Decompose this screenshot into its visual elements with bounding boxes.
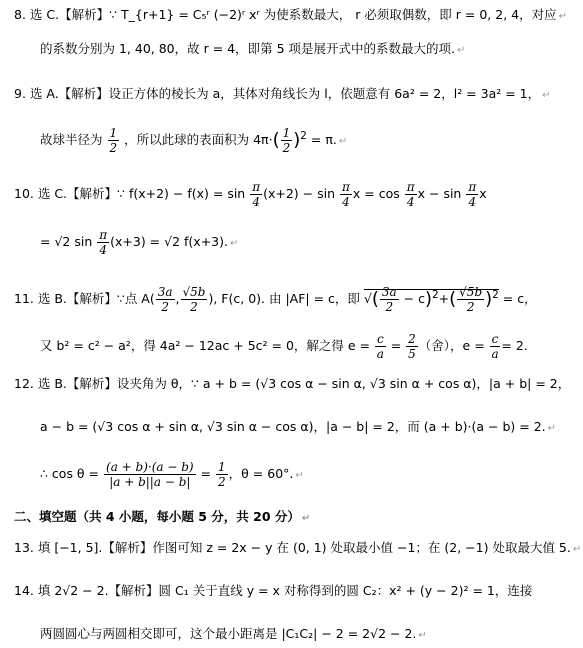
- q9-line-1: 9. 选 A.【解析】设正方体的棱长为 a，其体对角线长为 l，依题意有 6a² = 2，l² = 3a² = 1， ↵: [14, 86, 551, 101]
- fraction-sqrt5b-over-2: $\frac{√5b}{2}$: [182, 285, 206, 314]
- fraction-c-over-a: $\frac{c}{a}$: [491, 332, 499, 361]
- q12-line-1: 12. 选 B.【解析】设夹角为 θ，∵ a + b = (√3 cos α − sin α, √3 sin α + cos α)，|a + b| = 2，: [14, 376, 571, 391]
- q11-line-1: 11. 选 B.【解析】∵点 A( $\frac{3a}{2}$ , $\frac{√5b}{2}$ ), F(c, 0). 由 |AF| = c，即 √( $\frac{3a}{2}$ − c)$^2$+( $\frac{√5b}{2}$ )$^2$ = c，: [14, 285, 537, 314]
- q10-line-2: = √2 sin $\frac{\pi}{4}$ (x+3) = √2 f(x+3). ↵: [40, 228, 239, 257]
- q8-line-1: 8. 选 C.【解析】∵ T_{r+1} = C₅ʳ (−2)ʳ xʳ 为使系数最大， r 必须取偶数，即 r = 0, 2, 4，对应 ↵: [14, 7, 567, 22]
- q14-line-2: 两圆圆心与两圆相交即可，这个最小距离是 |C₁C₂| − 2 = 2√2 − 2. ↵: [40, 626, 427, 641]
- fraction-3a-over-2: $\frac{3a}{2}$: [157, 285, 173, 314]
- q9-line-2: 故球半径为 $\frac{1}{2}$ ，所以此球的表面积为 4π·( $\frac{1}{2}$ )$^2$ = π. ↵: [40, 126, 348, 155]
- fraction-pi-over-4: $\frac{\pi}{4}$: [342, 180, 350, 209]
- fraction-pi-over-4: $\frac{\pi}{4}$: [99, 228, 108, 257]
- fraction-pi-over-4: $\frac{\pi}{4}$: [406, 180, 415, 209]
- q8-line-2: 的系数分别为 1, 40, 80，故 r = 4，即第 5 项是展开式中的系数最大的项. ↵: [40, 41, 466, 56]
- fraction-half: $\frac{1}{2}$: [109, 126, 118, 155]
- fraction-c-over-a: $\frac{c}{a}$: [376, 332, 384, 361]
- fraction-one-half: $\frac{1}{2}$: [218, 460, 226, 489]
- fraction-pi-over-4: $\frac{\pi}{4}$: [468, 180, 477, 209]
- q13-line: 13. 填 [−1, 5].【解析】作图可知 z = 2x − y 在 (0, 1) 处取最小值 −1；在 (2, −1) 处取最大值 5. ↵: [14, 540, 582, 555]
- section-heading-fill-in: 二、填空题（共 4 小题，每小题 5 分，共 20 分） ↵: [14, 509, 311, 524]
- q14-line-1: 14. 填 2√2 − 2.【解析】圆 C₁ 关于直线 y = x 对称得到的圆 C₂：x² + (y − 2)² = 1，连接: [14, 583, 533, 598]
- fraction-half-squared: $\frac{1}{2}$: [282, 126, 291, 155]
- q12-line-2: a − b = (√3 cos α + sin α, √3 sin α − cos α)，|a − b| = 2，而 (a + b)·(a − b) = 2. ↵: [40, 419, 557, 434]
- fraction-cos-theta: $\frac{(a + b)\cdot(a - b)}{|a + b||a - b|}$: [106, 460, 194, 489]
- q12-line-3: ∴ cos θ = $\frac{(a + b)\cdot(a - b)}{|a + b||a - b|}$ = $\frac{1}{2}$ ，θ = 60°. ↵: [40, 460, 304, 489]
- q10-line-1: 10. 选 C.【解析】∵ f(x+2) − f(x) = sin $\frac{\pi}{4}$ (x+2) − sin $\frac{\pi}{4}$ x = cos $\frac{\pi}{4}$ x − sin $\frac{\pi}{4}$ x: [14, 180, 487, 209]
- sqrt-expression: √( $\frac{3a}{2}$ − c)$^2$+( $\frac{√5b}{2}$ )$^2$: [363, 285, 499, 314]
- fraction-pi-over-4: $\frac{\pi}{4}$: [252, 180, 261, 209]
- fraction-2-over-5: $\frac{2}{5}$: [408, 332, 416, 361]
- q11-line-2: 又 b² = c² − a²，得 4a² − 12ac + 5c² = 0，解之得 e = $\frac{c}{a}$ = $\frac{2}{5}$ （舍），e = $\frac{c}{a}$ = 2.: [40, 332, 528, 361]
